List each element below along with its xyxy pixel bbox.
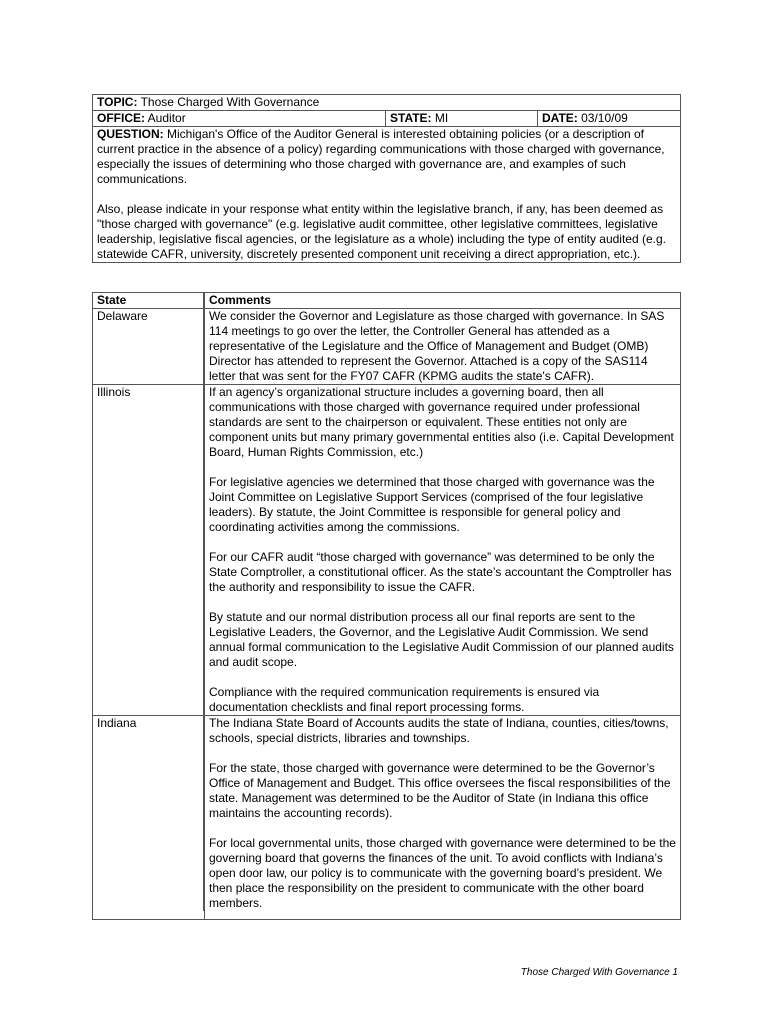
state-cell: Indiana xyxy=(93,716,204,911)
table-row xyxy=(93,309,680,385)
comment-paragraph: Compliance with the required communication requirements is ensured via documentation checklists and final report processing forms. xyxy=(209,685,600,714)
comment-paragraph: For our CAFR audit “those charged with governance” was determined to be only the State Comptroller, a constitutional officer. As the state’s accountant the Comptroller has the authority and responsibility to issue the CAFR. xyxy=(209,550,672,594)
comment-paragraph: We consider the Governor and Legislature as those charged with governance. In SAS 114 meetings to go over the letter, the Controller General has attended as a representative of the Legislature and the Office of Management and Budget (OMB) Director has attended to represent the Governor. Attached is a copy of the SAS114 letter that was sent for the FY07 CAFR (KPMG audits the state's CAFR). xyxy=(209,309,665,383)
comments-column-header: Comments xyxy=(209,293,272,307)
question-paragraph-2: Also, please indicate in your response what entity within the legislative branch, if any, has been deemed as "those charged with governance" (e.g. legislative audit committee, other legislative committees, legislative leadership, legislative fiscal agencies, or the legislature as a whole) including the type of entity audited (e.g. statewide CAFR, university, discretely presented component unit receiving a direct appropriation, etc.). xyxy=(97,202,666,261)
comment-paragraph: For the state, those charged with governance were determined to be the Governor’s Office of Management and Budget. This office oversees the fiscal responsibilities of the state. Management was determined to be the Auditor of State (in Indiana this office maintains the accounting records). xyxy=(209,761,671,820)
header-box xyxy=(92,94,681,263)
office-value: Auditor xyxy=(147,111,186,125)
state-column-header: State xyxy=(97,293,127,307)
office-row xyxy=(93,111,680,127)
state-label: STATE: xyxy=(390,111,432,125)
comment-paragraph: If an agency’s organizational structure includes a governing board, then all communications with those charged with governance required under professional standards are sent to the chairperson or equivalent. These entities not only are component units but many primary governmental entities also (i.e. Capital Development Board, Human Rights Commission, etc.) xyxy=(209,385,674,459)
comment-paragraph: For local governmental units, those charged with governance were determined to be the governing board that governs the finances of the unit. To avoid conflicts with Indiana’s open door law, our policy is to communicate with the governing board’s president. We then place the responsibility on the president to communicate with the other board members. xyxy=(209,836,676,910)
comment-paragraph: The Indiana State Board of Accounts audits the state of Indiana, counties, cities/towns, schools, special districts, libraries and townships. xyxy=(209,716,669,745)
date-value: 03/10/09 xyxy=(581,111,628,125)
topic-row xyxy=(93,95,680,111)
comment-paragraph: By statute and our normal distribution process all our final reports are sent to the Legislative Leaders, the Governor, and the Legislative Audit Commission. We send annual formal communication to the Legislative Audit Commission of our planned audits and audit scope. xyxy=(209,610,674,669)
table-row xyxy=(93,385,680,716)
topic-value: Those Charged With Governance xyxy=(140,95,320,109)
question-label: QUESTION: xyxy=(97,127,164,141)
comments-cell xyxy=(204,385,680,715)
comments-table xyxy=(92,292,681,920)
office-label: OFFICE: xyxy=(97,111,145,125)
question-paragraph-1: QUESTION: Michigan's Office of the Auditor General is interested obtaining policies (or a description of current practice in the absence of a policy) regarding communications with those charged with governance, especially the issues of determining who those charged with governance are, and examples of such communications. xyxy=(97,127,665,186)
date-label: DATE: xyxy=(542,111,578,125)
page-footer: Those Charged With Governance 1 xyxy=(520,967,678,978)
state-cell: Delaware xyxy=(93,309,204,384)
table-body xyxy=(93,309,680,911)
state-value: MI xyxy=(434,111,449,125)
comments-cell xyxy=(204,716,680,911)
table-header-row xyxy=(93,293,680,309)
table-row xyxy=(93,716,680,911)
state-cell: Illinois xyxy=(93,385,204,715)
comment-paragraph: For legislative agencies we determined that those charged with governance was the Joint Committee on Legislative Support Services (comprised of the four legislative leaders). By statute, the Joint Committee is responsible for general policy and coordinating activities among the commissions. xyxy=(209,475,655,534)
topic-label: TOPIC: xyxy=(97,95,138,109)
comments-cell xyxy=(204,309,680,384)
question-row xyxy=(93,127,680,262)
